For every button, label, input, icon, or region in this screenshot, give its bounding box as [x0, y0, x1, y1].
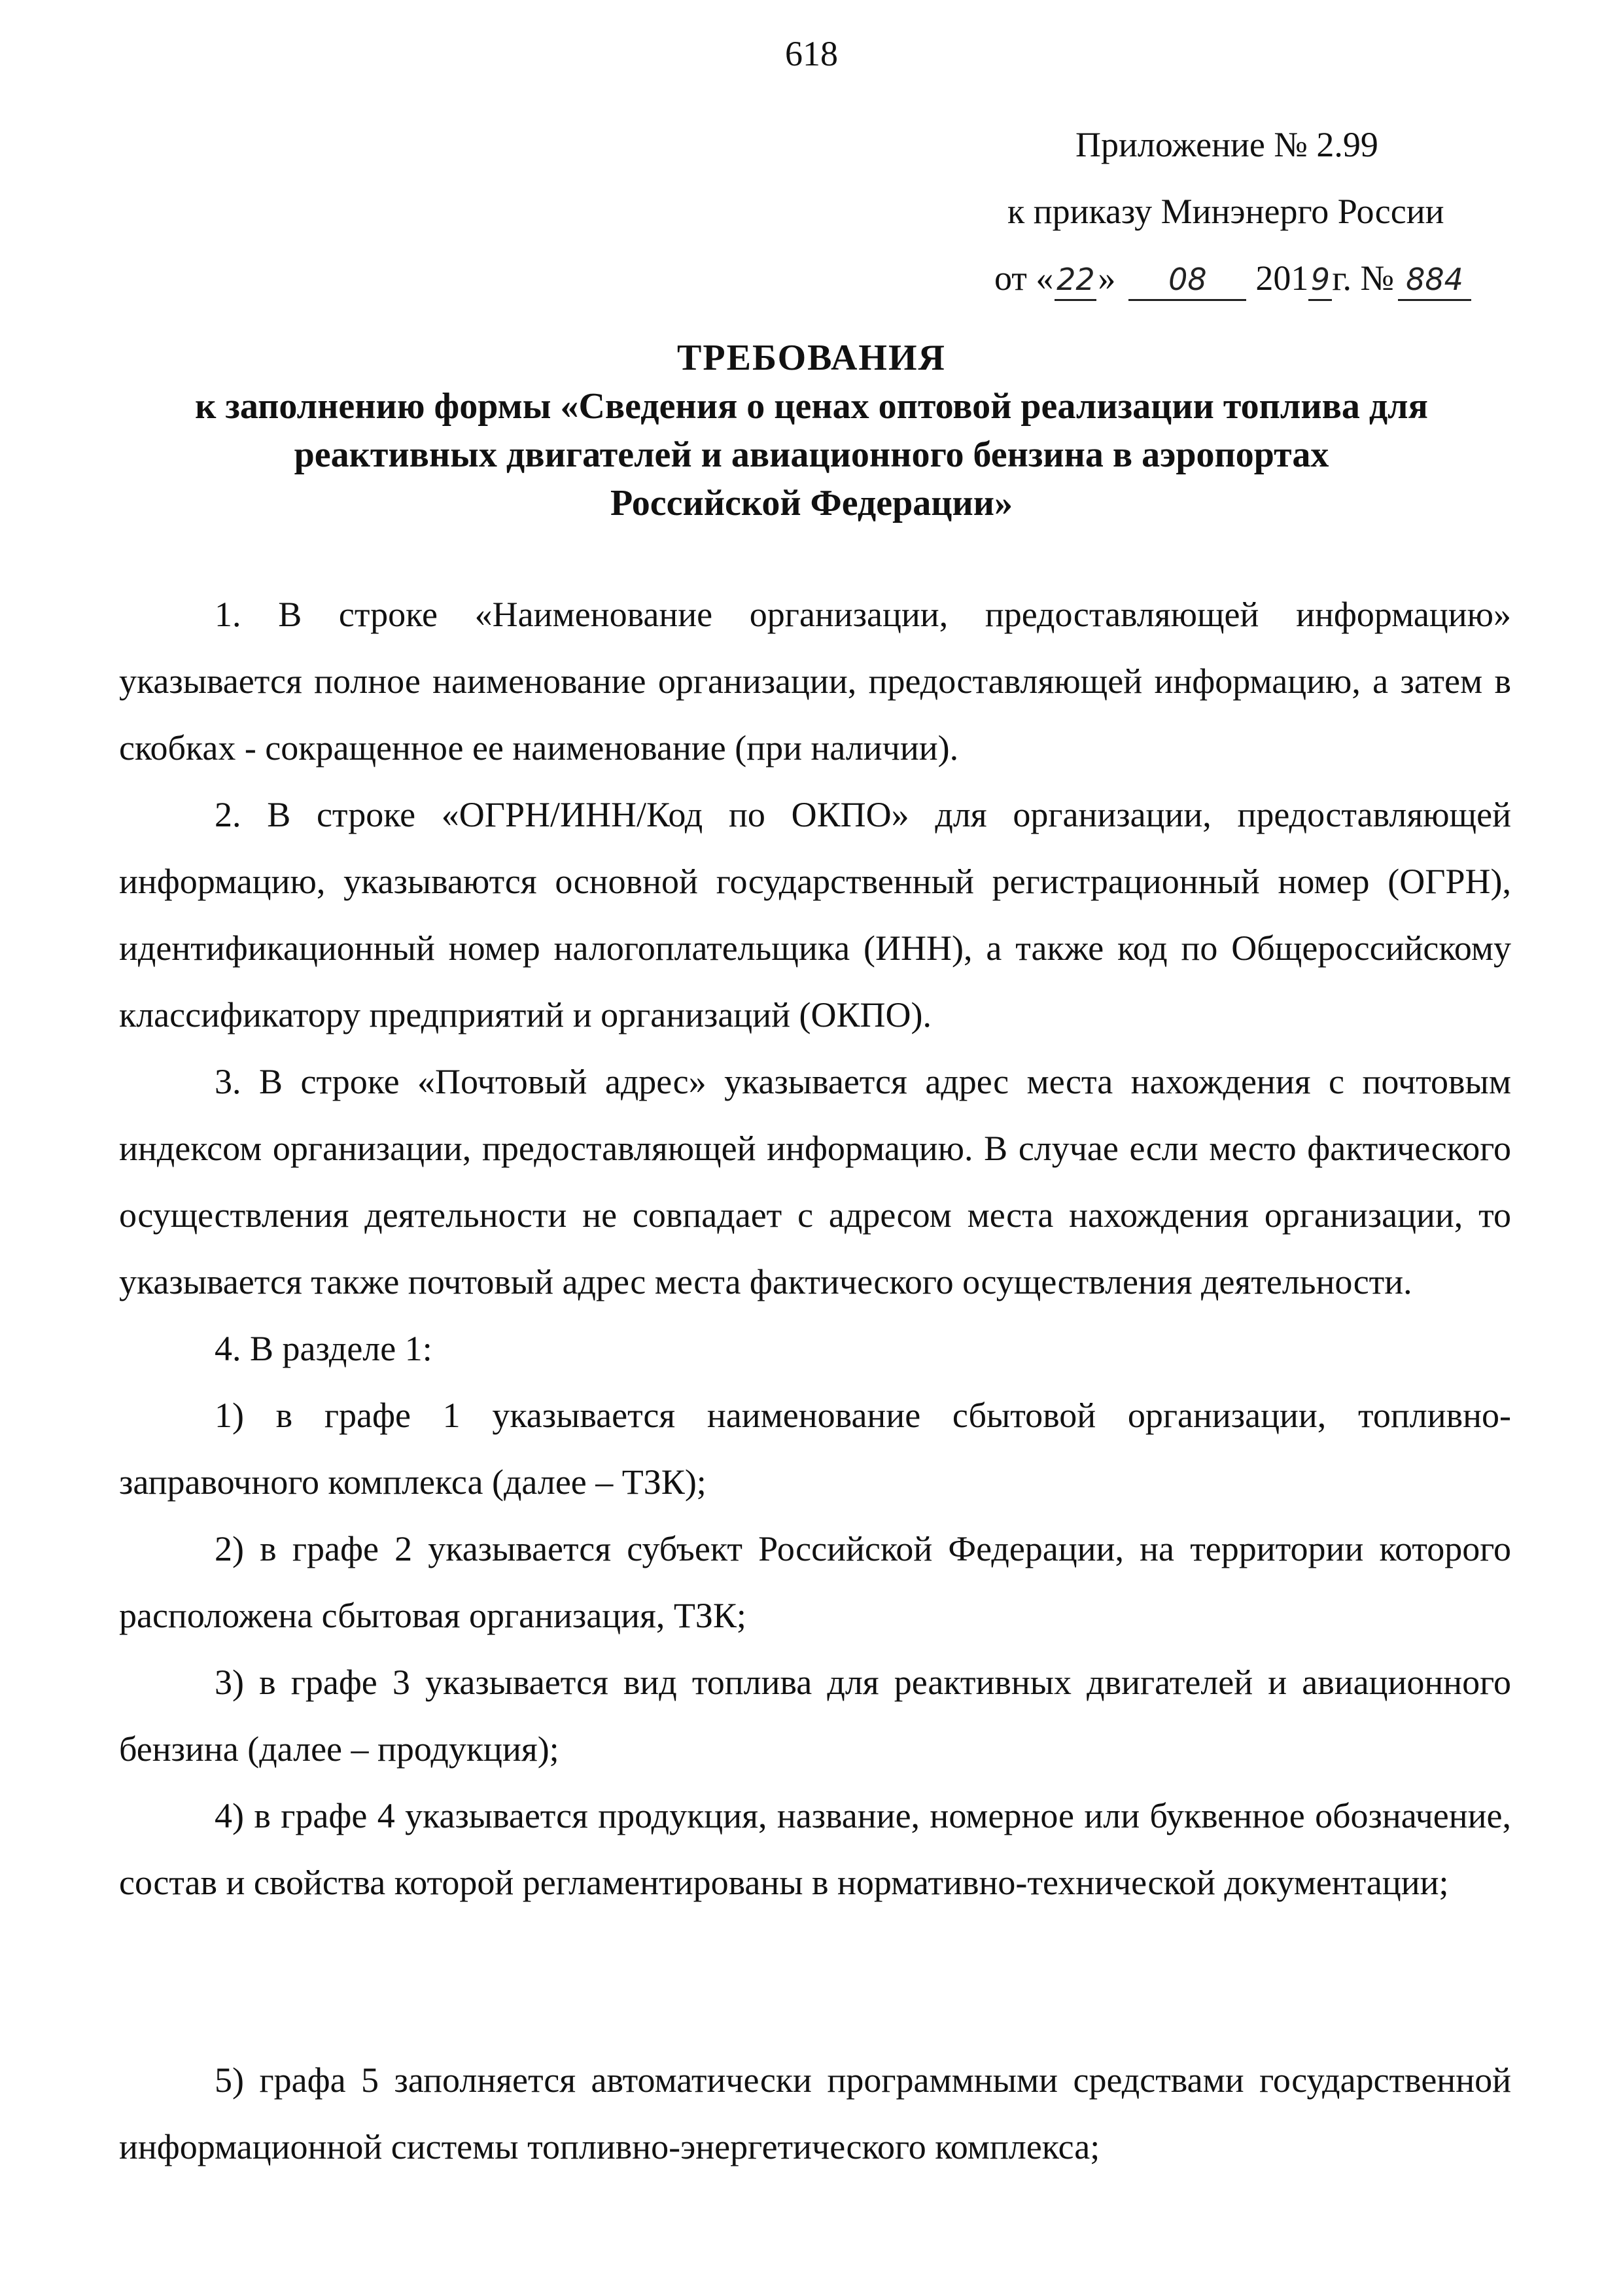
title-line-2: реактивных двигателей и авиационного бензина в аэропортах	[294, 434, 1329, 475]
handwritten-day: 22	[1055, 260, 1096, 301]
page-number: 618	[785, 34, 838, 73]
handwritten-order-number: 884	[1398, 260, 1471, 301]
date-prefix: от «	[994, 258, 1054, 298]
order-date-line	[968, 245, 1511, 311]
approval-block	[968, 111, 1511, 311]
paragraph-4: 4. В разделе 1:	[215, 1329, 432, 1368]
paragraph-4-5: 5) графа 5 заполняется автоматически программными средствами государственной информационной системы топливно-энергетического комплекса;	[119, 2060, 1511, 2166]
paragraph-4-2: 2) в графе 2 указывается субъект Российской Федерации, на территории которого расположена сбытовая организация, ТЗК;	[119, 1529, 1511, 1635]
title-line-1: к заполнению формы «Сведения о ценах оптовой реализации топлива для	[195, 386, 1428, 427]
handwritten-year-digit: 9	[1308, 260, 1332, 301]
date-quote-close: »	[1098, 258, 1116, 298]
paragraph-4-1: 1) в графе 1 указывается наименование сбытовой организации, топливно-заправочного комплекса (далее – ТЗК);	[119, 1396, 1511, 1502]
handwritten-month: 08	[1128, 260, 1246, 301]
paragraph-4-3: 3) в графе 3 указывается вид топлива для реактивных двигателей и авиационного бензина (далее – продукция);	[119, 1663, 1511, 1769]
paragraph-3: 3. В строке «Почтовый адрес» указывается адрес места нахождения с почтовым индексом организации, предоставляющей информацию. В случае если место фактического осуществления деятельности не совпадает с адресом места нахождения организации, то указывается также почтовый адрес места фактического осуществления деятельности.	[119, 1062, 1511, 1301]
order-reference: к приказу Минэнерго России	[1007, 192, 1444, 231]
document-title	[0, 334, 1623, 527]
title-heading: ТРЕБОВАНИЯ	[677, 338, 946, 378]
appendix-label: Приложение № 2.99	[1075, 125, 1378, 164]
year-prefix: 201	[1255, 258, 1309, 298]
paragraph-2: 2. В строке «ОГРН/ИНН/Код по ОКПО» для организации, предоставляющей информацию, указываются основной государственный регистрационный номер (ОГРН), идентификационный номер налогоплательщика (ИНН), а также код по Общероссийскому классификатору предприятий и организаций (ОКПО).	[119, 795, 1511, 1034]
paragraph-1: 1. В строке «Наименование организации, предоставляющей информацию» указывается полное наименование организации, предоставляющей информацию, а затем в скобках - сокращенное ее наименование (при наличии).	[119, 595, 1511, 768]
paragraph-4-4: 4) в графе 4 указывается продукция, название, номерное или буквенное обозначение, состав и свойства которой регламентированы в нормативно-технической документации;	[119, 1796, 1511, 1902]
year-suffix: г. №	[1332, 258, 1394, 298]
document-body	[119, 581, 1511, 2180]
title-line-3: Российской Федерации»	[610, 483, 1013, 523]
